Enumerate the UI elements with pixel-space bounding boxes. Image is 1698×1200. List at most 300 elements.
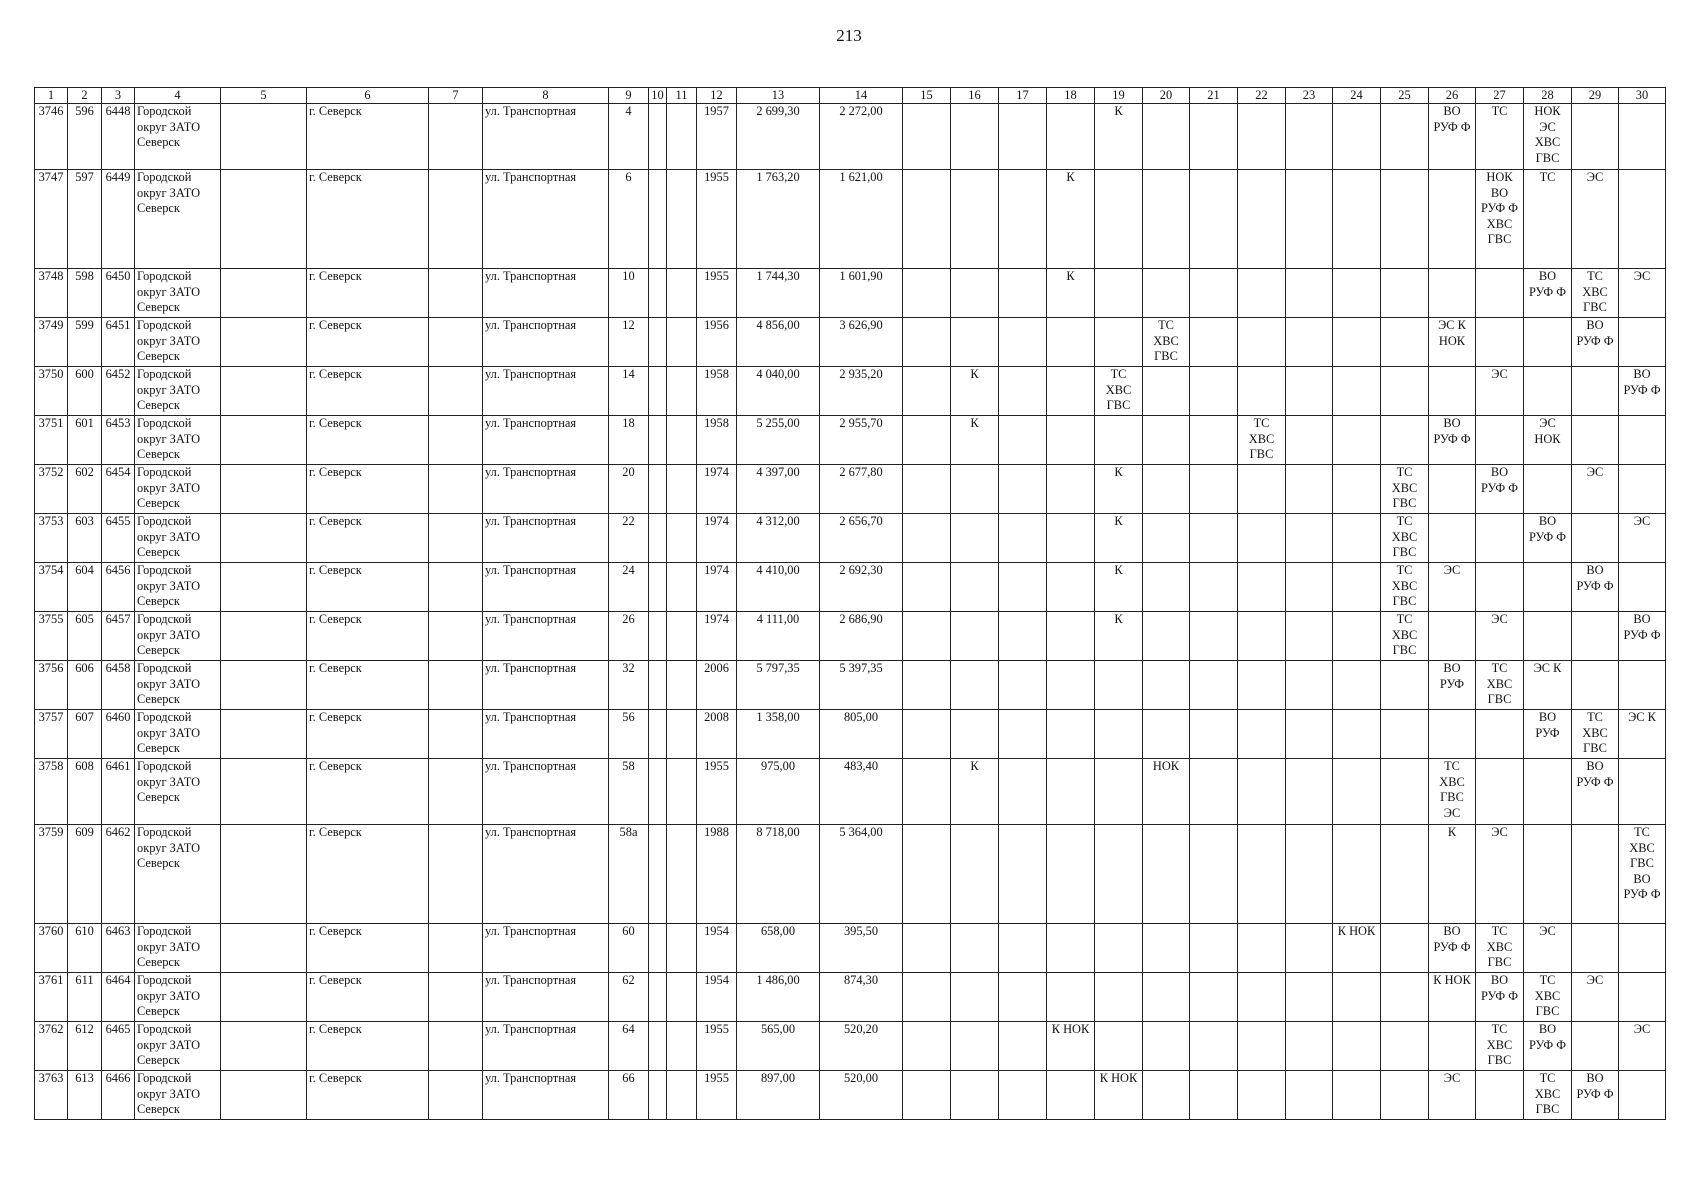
cell-col-4: Городской округ ЗАТО Северск (135, 318, 221, 367)
cell-col-17 (999, 825, 1047, 924)
cell-col-23 (1286, 416, 1333, 465)
cell-col-3: 6466 (102, 1071, 135, 1120)
cell-col-13: 4 410,00 (737, 563, 820, 612)
cell-col-19: К (1095, 104, 1143, 170)
cell-col-4: Городской округ ЗАТО Северск (135, 612, 221, 661)
cell-col-2: 611 (68, 973, 102, 1022)
cell-col-23 (1286, 1022, 1333, 1071)
column-header-17: 17 (999, 88, 1047, 104)
cell-col-13: 1 744,30 (737, 269, 820, 318)
cell-col-16 (951, 825, 999, 924)
cell-col-20 (1143, 612, 1190, 661)
table-row (35, 563, 1666, 612)
cell-col-20 (1143, 170, 1190, 269)
cell-col-14: 520,00 (820, 1071, 903, 1120)
cell-col-11 (667, 1022, 697, 1071)
column-header-24: 24 (1333, 88, 1381, 104)
cell-col-18 (1047, 104, 1095, 170)
cell-col-10 (649, 416, 667, 465)
cell-col-11 (667, 1071, 697, 1120)
cell-col-19 (1095, 661, 1143, 710)
cell-col-23 (1286, 563, 1333, 612)
cell-col-12: 1954 (697, 924, 737, 973)
cell-col-10 (649, 759, 667, 825)
cell-col-6: г. Северск (307, 612, 429, 661)
cell-col-28: ЭС К (1524, 661, 1572, 710)
cell-col-10 (649, 825, 667, 924)
cell-col-6: г. Северск (307, 759, 429, 825)
cell-col-29: ВО РУФ Ф (1572, 1071, 1619, 1120)
cell-col-10 (649, 367, 667, 416)
cell-col-28 (1524, 759, 1572, 825)
cell-col-22 (1238, 465, 1286, 514)
cell-col-14: 2 955,70 (820, 416, 903, 465)
cell-col-10 (649, 563, 667, 612)
cell-col-22 (1238, 710, 1286, 759)
cell-col-30 (1619, 759, 1666, 825)
cell-col-25 (1381, 416, 1429, 465)
column-header-29: 29 (1572, 88, 1619, 104)
cell-col-5 (221, 367, 307, 416)
cell-col-7 (429, 710, 483, 759)
cell-col-12: 1958 (697, 367, 737, 416)
cell-col-28 (1524, 825, 1572, 924)
cell-col-7 (429, 1022, 483, 1071)
column-header-8: 8 (483, 88, 609, 104)
cell-col-17 (999, 710, 1047, 759)
cell-col-7 (429, 1071, 483, 1120)
table-row (35, 514, 1666, 563)
cell-col-10 (649, 612, 667, 661)
cell-col-1: 3749 (35, 318, 68, 367)
cell-col-10 (649, 269, 667, 318)
cell-col-9: 26 (609, 612, 649, 661)
cell-col-25 (1381, 924, 1429, 973)
cell-col-11 (667, 612, 697, 661)
cell-col-11 (667, 367, 697, 416)
column-header-27: 27 (1476, 88, 1524, 104)
cell-col-23 (1286, 269, 1333, 318)
cell-col-4: Городской округ ЗАТО Северск (135, 170, 221, 269)
cell-col-13: 8 718,00 (737, 825, 820, 924)
cell-col-22 (1238, 104, 1286, 170)
cell-col-27: НОК ВО РУФ Ф ХВС ГВС (1476, 170, 1524, 269)
cell-col-13: 1 358,00 (737, 710, 820, 759)
cell-col-2: 603 (68, 514, 102, 563)
cell-col-23 (1286, 612, 1333, 661)
cell-col-30: ЭС (1619, 269, 1666, 318)
column-header-9: 9 (609, 88, 649, 104)
cell-col-26 (1429, 710, 1476, 759)
cell-col-29 (1572, 661, 1619, 710)
cell-col-28 (1524, 318, 1572, 367)
cell-col-11 (667, 661, 697, 710)
cell-col-15 (903, 710, 951, 759)
cell-col-30 (1619, 661, 1666, 710)
cell-col-12: 1974 (697, 514, 737, 563)
cell-col-2: 609 (68, 825, 102, 924)
cell-col-18 (1047, 973, 1095, 1022)
column-header-18: 18 (1047, 88, 1095, 104)
cell-col-16 (951, 710, 999, 759)
cell-col-17 (999, 269, 1047, 318)
cell-col-8: ул. Транспортная (483, 1022, 609, 1071)
cell-col-26 (1429, 1022, 1476, 1071)
cell-col-22 (1238, 1022, 1286, 1071)
cell-col-24 (1333, 759, 1381, 825)
column-header-1: 1 (35, 88, 68, 104)
cell-col-9: 32 (609, 661, 649, 710)
cell-col-25 (1381, 318, 1429, 367)
cell-col-20: НОК (1143, 759, 1190, 825)
cell-col-4: Городской округ ЗАТО Северск (135, 759, 221, 825)
column-header-30: 30 (1619, 88, 1666, 104)
cell-col-2: 600 (68, 367, 102, 416)
cell-col-20 (1143, 825, 1190, 924)
cell-col-2: 612 (68, 1022, 102, 1071)
cell-col-5 (221, 1022, 307, 1071)
cell-col-6: г. Северск (307, 367, 429, 416)
table-row (35, 367, 1666, 416)
cell-col-11 (667, 170, 697, 269)
cell-col-26 (1429, 269, 1476, 318)
cell-col-17 (999, 1022, 1047, 1071)
cell-col-10 (649, 924, 667, 973)
cell-col-5 (221, 170, 307, 269)
cell-col-24 (1333, 661, 1381, 710)
cell-col-1: 3762 (35, 1022, 68, 1071)
cell-col-11 (667, 465, 697, 514)
cell-col-18 (1047, 563, 1095, 612)
cell-col-23 (1286, 514, 1333, 563)
cell-col-25 (1381, 269, 1429, 318)
cell-col-11 (667, 104, 697, 170)
cell-col-18 (1047, 367, 1095, 416)
cell-col-5 (221, 612, 307, 661)
cell-col-8: ул. Транспортная (483, 661, 609, 710)
cell-col-19 (1095, 170, 1143, 269)
cell-col-9: 10 (609, 269, 649, 318)
cell-col-27: ТС ХВС ГВС (1476, 924, 1524, 973)
cell-col-16 (951, 563, 999, 612)
cell-col-23 (1286, 710, 1333, 759)
cell-col-3: 6448 (102, 104, 135, 170)
cell-col-22 (1238, 269, 1286, 318)
cell-col-11 (667, 563, 697, 612)
cell-col-22 (1238, 759, 1286, 825)
cell-col-4: Городской округ ЗАТО Северск (135, 825, 221, 924)
cell-col-9: 22 (609, 514, 649, 563)
cell-col-27 (1476, 416, 1524, 465)
cell-col-13: 975,00 (737, 759, 820, 825)
cell-col-15 (903, 104, 951, 170)
column-header-3: 3 (102, 88, 135, 104)
cell-col-16 (951, 104, 999, 170)
cell-col-19 (1095, 759, 1143, 825)
cell-col-5 (221, 710, 307, 759)
cell-col-8: ул. Транспортная (483, 825, 609, 924)
cell-col-15 (903, 170, 951, 269)
cell-col-5 (221, 104, 307, 170)
cell-col-4: Городской округ ЗАТО Северск (135, 104, 221, 170)
page-number: 213 (836, 26, 862, 45)
cell-col-14: 5 397,35 (820, 661, 903, 710)
cell-col-29 (1572, 924, 1619, 973)
cell-col-14: 2 656,70 (820, 514, 903, 563)
cell-col-26: ВО РУФ Ф (1429, 924, 1476, 973)
cell-col-14: 805,00 (820, 710, 903, 759)
cell-col-17 (999, 661, 1047, 710)
cell-col-21 (1190, 973, 1238, 1022)
cell-col-27: ВО РУФ Ф (1476, 973, 1524, 1022)
cell-col-27 (1476, 710, 1524, 759)
cell-col-6: г. Северск (307, 514, 429, 563)
cell-col-6: г. Северск (307, 104, 429, 170)
cell-col-10 (649, 710, 667, 759)
cell-col-6: г. Северск (307, 825, 429, 924)
cell-col-29: ТС ХВС ГВС (1572, 269, 1619, 318)
cell-col-28: ВО РУФ Ф (1524, 1022, 1572, 1071)
cell-col-22 (1238, 973, 1286, 1022)
cell-col-14: 395,50 (820, 924, 903, 973)
cell-col-1: 3761 (35, 973, 68, 1022)
cell-col-5 (221, 269, 307, 318)
cell-col-4: Городской округ ЗАТО Северск (135, 367, 221, 416)
cell-col-11 (667, 416, 697, 465)
column-header-28: 28 (1524, 88, 1572, 104)
cell-col-21 (1190, 710, 1238, 759)
cell-col-15 (903, 563, 951, 612)
cell-col-3: 6461 (102, 759, 135, 825)
cell-col-23 (1286, 661, 1333, 710)
cell-col-3: 6456 (102, 563, 135, 612)
cell-col-30 (1619, 170, 1666, 269)
cell-col-13: 4 111,00 (737, 612, 820, 661)
cell-col-15 (903, 318, 951, 367)
registry-table (34, 87, 1666, 1120)
cell-col-17 (999, 170, 1047, 269)
cell-col-16 (951, 465, 999, 514)
cell-col-17 (999, 563, 1047, 612)
cell-col-22 (1238, 612, 1286, 661)
cell-col-7 (429, 612, 483, 661)
cell-col-29 (1572, 825, 1619, 924)
cell-col-25 (1381, 825, 1429, 924)
cell-col-1: 3751 (35, 416, 68, 465)
cell-col-28: ВО РУФ Ф (1524, 514, 1572, 563)
cell-col-28: НОК ЭС ХВС ГВС (1524, 104, 1572, 170)
cell-col-16 (951, 1071, 999, 1120)
table-row (35, 1071, 1666, 1120)
cell-col-14: 483,40 (820, 759, 903, 825)
cell-col-10 (649, 170, 667, 269)
cell-col-2: 596 (68, 104, 102, 170)
cell-col-19 (1095, 269, 1143, 318)
cell-col-17 (999, 924, 1047, 973)
cell-col-30 (1619, 973, 1666, 1022)
column-header-12: 12 (697, 88, 737, 104)
cell-col-15 (903, 924, 951, 973)
cell-col-24 (1333, 416, 1381, 465)
cell-col-23 (1286, 170, 1333, 269)
cell-col-24 (1333, 563, 1381, 612)
cell-col-2: 599 (68, 318, 102, 367)
cell-col-11 (667, 825, 697, 924)
cell-col-28: ЭС (1524, 924, 1572, 973)
cell-col-26: ВО РУФ Ф (1429, 104, 1476, 170)
cell-col-18 (1047, 924, 1095, 973)
cell-col-16: К (951, 367, 999, 416)
cell-col-24 (1333, 612, 1381, 661)
cell-col-5 (221, 318, 307, 367)
cell-col-19: К (1095, 514, 1143, 563)
cell-col-21 (1190, 612, 1238, 661)
cell-col-9: 6 (609, 170, 649, 269)
cell-col-8: ул. Транспортная (483, 269, 609, 318)
cell-col-18: К (1047, 170, 1095, 269)
cell-col-3: 6458 (102, 661, 135, 710)
cell-col-8: ул. Транспортная (483, 514, 609, 563)
cell-col-16 (951, 661, 999, 710)
cell-col-6: г. Северск (307, 563, 429, 612)
cell-col-22 (1238, 563, 1286, 612)
cell-col-16: К (951, 759, 999, 825)
cell-col-6: г. Северск (307, 924, 429, 973)
cell-col-9: 14 (609, 367, 649, 416)
cell-col-26 (1429, 514, 1476, 563)
cell-col-20 (1143, 514, 1190, 563)
cell-col-18 (1047, 514, 1095, 563)
table-row (35, 318, 1666, 367)
cell-col-29: ВО РУФ Ф (1572, 318, 1619, 367)
cell-col-22 (1238, 514, 1286, 563)
cell-col-3: 6449 (102, 170, 135, 269)
cell-col-4: Городской округ ЗАТО Северск (135, 661, 221, 710)
cell-col-1: 3746 (35, 104, 68, 170)
column-header-13: 13 (737, 88, 820, 104)
cell-col-8: ул. Транспортная (483, 416, 609, 465)
cell-col-29 (1572, 416, 1619, 465)
cell-col-25 (1381, 104, 1429, 170)
cell-col-24 (1333, 710, 1381, 759)
cell-col-8: ул. Транспортная (483, 318, 609, 367)
cell-col-21 (1190, 1022, 1238, 1071)
table-row (35, 104, 1666, 170)
cell-col-17 (999, 367, 1047, 416)
cell-col-16 (951, 514, 999, 563)
column-header-25: 25 (1381, 88, 1429, 104)
cell-col-1: 3754 (35, 563, 68, 612)
cell-col-10 (649, 514, 667, 563)
cell-col-27 (1476, 563, 1524, 612)
cell-col-4: Городской округ ЗАТО Северск (135, 973, 221, 1022)
cell-col-22 (1238, 170, 1286, 269)
cell-col-15 (903, 269, 951, 318)
column-header-5: 5 (221, 88, 307, 104)
cell-col-4: Городской округ ЗАТО Северск (135, 465, 221, 514)
cell-col-17 (999, 612, 1047, 661)
cell-col-2: 604 (68, 563, 102, 612)
cell-col-27: ЭС (1476, 825, 1524, 924)
cell-col-18: К (1047, 269, 1095, 318)
cell-col-13: 1 763,20 (737, 170, 820, 269)
cell-col-17 (999, 1071, 1047, 1120)
cell-col-27: ЭС (1476, 612, 1524, 661)
cell-col-4: Городской округ ЗАТО Северск (135, 924, 221, 973)
cell-col-19: К (1095, 563, 1143, 612)
cell-col-14: 5 364,00 (820, 825, 903, 924)
cell-col-3: 6465 (102, 1022, 135, 1071)
cell-col-28: ВО РУФ (1524, 710, 1572, 759)
cell-col-19: К (1095, 465, 1143, 514)
cell-col-29 (1572, 1022, 1619, 1071)
cell-col-1: 3756 (35, 661, 68, 710)
table-row (35, 661, 1666, 710)
cell-col-15 (903, 465, 951, 514)
cell-col-11 (667, 318, 697, 367)
cell-col-30: ЭС К (1619, 710, 1666, 759)
cell-col-13: 4 312,00 (737, 514, 820, 563)
cell-col-8: ул. Транспортная (483, 1071, 609, 1120)
cell-col-27: ТС (1476, 104, 1524, 170)
cell-col-20 (1143, 367, 1190, 416)
cell-col-12: 1955 (697, 1071, 737, 1120)
cell-col-29: ВО РУФ Ф (1572, 759, 1619, 825)
cell-col-21 (1190, 104, 1238, 170)
cell-col-6: г. Северск (307, 1071, 429, 1120)
cell-col-5 (221, 825, 307, 924)
cell-col-21 (1190, 924, 1238, 973)
cell-col-17 (999, 973, 1047, 1022)
cell-col-28: ЭС НОК (1524, 416, 1572, 465)
cell-col-1: 3757 (35, 710, 68, 759)
cell-col-27 (1476, 514, 1524, 563)
cell-col-1: 3748 (35, 269, 68, 318)
cell-col-5 (221, 465, 307, 514)
cell-col-29: ВО РУФ Ф (1572, 563, 1619, 612)
cell-col-9: 66 (609, 1071, 649, 1120)
cell-col-17 (999, 416, 1047, 465)
cell-col-2: 613 (68, 1071, 102, 1120)
cell-col-26: ТС ХВС ГВС ЭС (1429, 759, 1476, 825)
table-row (35, 710, 1666, 759)
cell-col-30 (1619, 416, 1666, 465)
cell-col-26 (1429, 612, 1476, 661)
cell-col-8: ул. Транспортная (483, 759, 609, 825)
cell-col-22 (1238, 825, 1286, 924)
cell-col-9: 4 (609, 104, 649, 170)
cell-col-6: г. Северск (307, 170, 429, 269)
cell-col-27 (1476, 318, 1524, 367)
cell-col-21 (1190, 416, 1238, 465)
cell-col-20 (1143, 269, 1190, 318)
cell-col-30: ВО РУФ Ф (1619, 612, 1666, 661)
cell-col-19: ТС ХВС ГВС (1095, 367, 1143, 416)
cell-col-7 (429, 973, 483, 1022)
cell-col-27 (1476, 1071, 1524, 1120)
cell-col-12: 1955 (697, 269, 737, 318)
cell-col-12: 1974 (697, 612, 737, 661)
cell-col-13: 4 040,00 (737, 367, 820, 416)
cell-col-7 (429, 170, 483, 269)
cell-col-23 (1286, 104, 1333, 170)
cell-col-10 (649, 973, 667, 1022)
cell-col-12: 1988 (697, 825, 737, 924)
cell-col-16 (951, 318, 999, 367)
cell-col-30 (1619, 1071, 1666, 1120)
cell-col-26: К НОК (1429, 973, 1476, 1022)
cell-col-18 (1047, 612, 1095, 661)
